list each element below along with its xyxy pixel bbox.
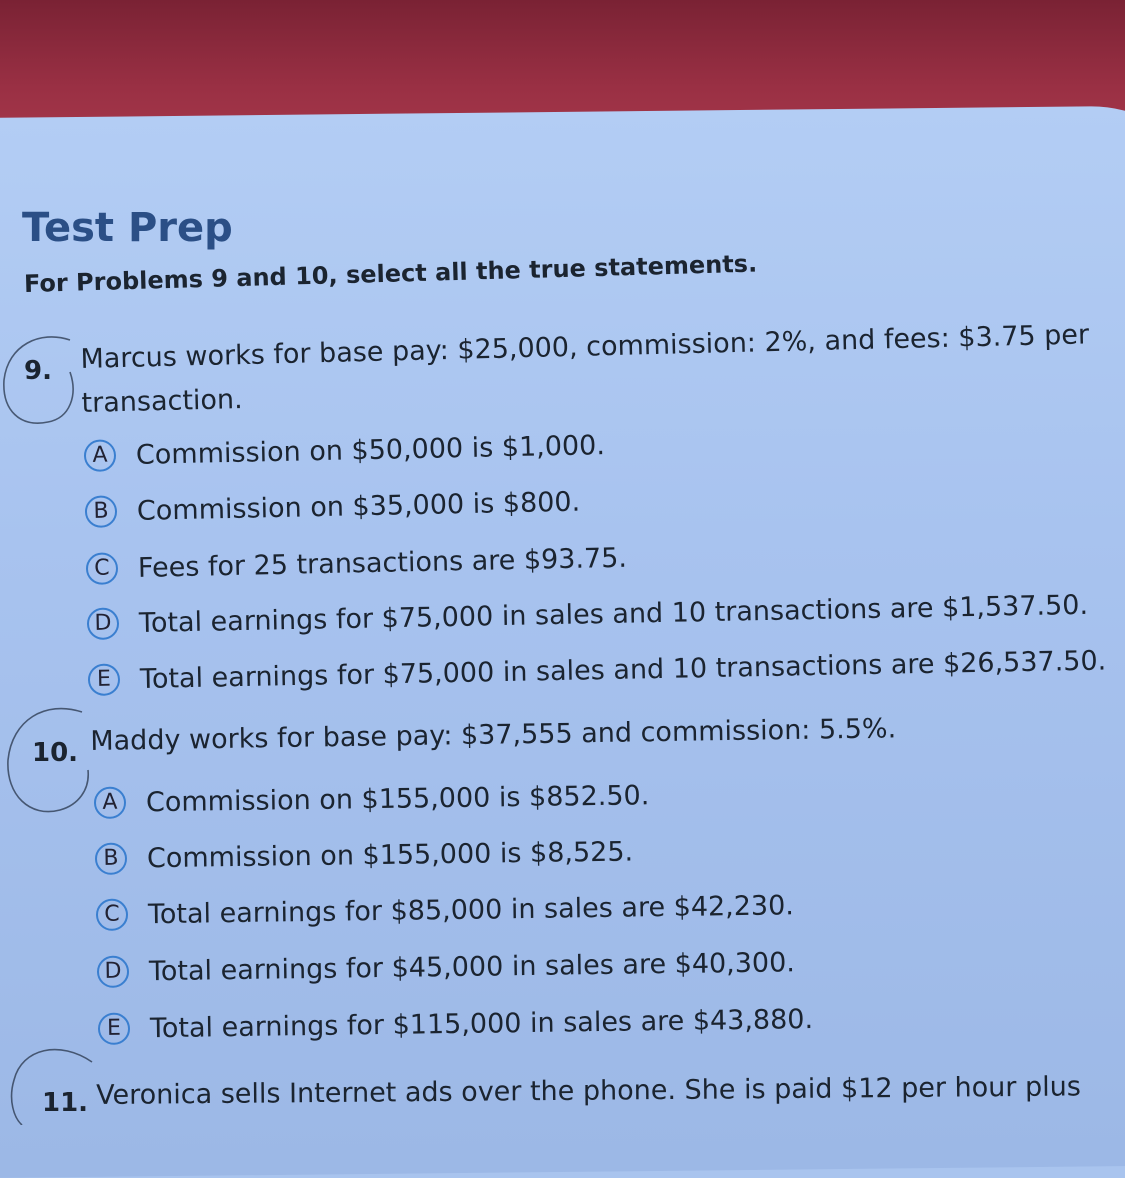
option-text: Commission on $155,000 is $8,525. — [146, 835, 634, 874]
option-circle-e-icon: E — [98, 1013, 130, 1045]
option-circle-c-icon: C — [96, 899, 128, 931]
option-text: Total earnings for $85,000 in sales are $42,230. — [147, 889, 795, 930]
option-circle-c-icon: C — [86, 552, 119, 585]
option-text: Fees for 25 transactions are $93.75. — [137, 542, 628, 584]
option-text: Commission on $50,000 is $1,000. — [135, 429, 606, 471]
problem-9-number: 9. — [24, 356, 52, 386]
option-circle-d-icon: D — [87, 607, 120, 640]
problem-11-stem-line-1: Veronica sells Internet ads over the phone. She is paid $12 per hour plus — [96, 1071, 1081, 1111]
option-circle-e-icon: E — [88, 663, 121, 696]
option-circle-a-icon: A — [94, 787, 126, 819]
pencil-circle-problem-10-icon — [8, 709, 88, 812]
instructions-text: For Problems 9 and 10, select all the true statements. — [23, 249, 758, 298]
option-circle-b-icon: B — [85, 495, 118, 528]
pencil-circle-problem-9-icon — [4, 337, 73, 423]
problem-11-number: 11. — [42, 1088, 89, 1118]
option-circle-d-icon: D — [97, 956, 129, 988]
option-circle-a-icon: A — [84, 439, 117, 472]
option-text: Commission on $155,000 is $852.50. — [145, 779, 650, 818]
option-circle-b-icon: B — [95, 843, 127, 875]
option-text: Commission on $35,000 is $800. — [136, 486, 581, 527]
option-text: Total earnings for $115,000 in sales are $43,880. — [149, 1003, 814, 1044]
section-title: Test Prep — [22, 205, 233, 251]
problem-9-stem-line-2: transaction. — [81, 384, 244, 419]
problem-10-stem-line-1: Maddy works for base pay: $37,555 and commission: 5.5%. — [90, 713, 897, 757]
problem-10-number: 10. — [32, 738, 79, 768]
problem-9-stem-line-1: Marcus works for base pay: $25,000, commission: 2%, and fees: $3.75 per — [80, 319, 1090, 375]
option-text: Total earnings for $45,000 in sales are $40,300. — [148, 946, 796, 987]
option-text: Total earnings for $75,000 in sales and 10 transactions are $26,537.50. — [139, 644, 1107, 695]
option-text: Total earnings for $75,000 in sales and 10 transactions are $1,537.50. — [138, 589, 1089, 639]
pencil-circle-problem-11-icon — [12, 1050, 92, 1125]
